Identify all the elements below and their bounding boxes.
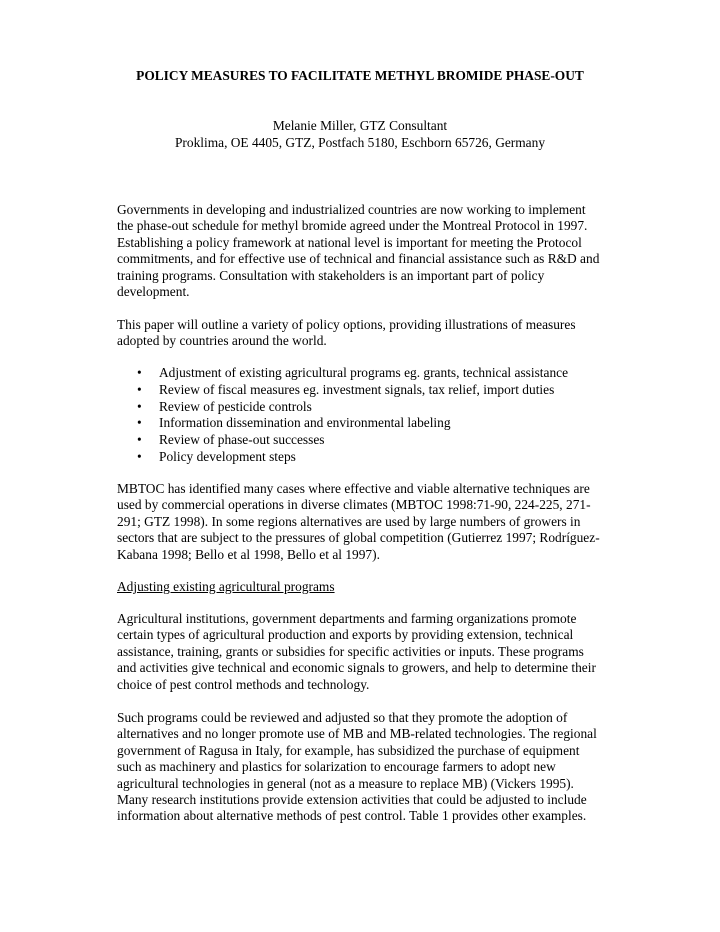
text-line: Many research institutions provide extension activities that could be adjusted to include [117,792,587,808]
text-line: certain types of agricultural production and exports by providing extension, technical [117,627,574,643]
section-heading: Adjusting existing agricultural programs [117,579,335,594]
text-line: used by commercial operations in diverse climates (MBTOC 1998:71-90, 224-225, 271- [117,497,591,513]
policy-options-list [137,365,568,466]
programs-paragraph [117,710,637,825]
text-line: commitments, and for effective use of technical and financial assistance such as R&D and [117,251,600,267]
list-item [137,382,568,399]
bullet-icon: • [137,398,142,414]
list-item [137,415,568,432]
text-line: Kabana 1998; Bello et al 1998, Bello et al 1997). [117,546,380,562]
list-item-text: Information dissemination and environmental labeling [159,415,451,431]
text-line: information about alternative methods of pest control. Table 1 provides other examples. [117,808,587,824]
list-item [137,365,568,382]
list-item-text: Policy development steps [159,448,296,464]
text-line: sectors that are subject to the pressures of global competition (Gutierrez 1997; Rodríguez- [117,530,600,546]
mbtoc-paragraph [117,481,637,563]
bullet-icon: • [137,448,142,464]
text-line: Agricultural institutions, government departments and farming organizations promote [117,611,577,626]
text-line: such as machinery and plastics for solarization to encourage farmers to adopt new [117,759,556,775]
text-line: agricultural technologies in general (not as a measure to replace MB) (Vickers 1995). [117,775,574,791]
outline-paragraph [117,317,637,350]
bullet-icon: • [137,365,142,380]
text-line: development. [117,284,190,300]
institutions-paragraph [117,611,637,693]
list-item-text: Review of pesticide controls [159,398,312,414]
list-item [137,449,568,466]
text-line: Such programs could be reviewed and adjusted so that they promote the adoption of [117,710,568,725]
bullet-icon: • [137,415,142,431]
text-line: adopted by countries around the world. [117,333,327,349]
text-line: choice of pest control methods and technology. [117,676,370,692]
text-line: and activities give technical and economic signals to growers, and help to determine their [117,660,596,676]
text-line: This paper will outline a variety of policy options, providing illustrations of measures [117,317,576,332]
text-line: assistance, training, grants or subsidies for specific activities or inputs. These programs [117,643,584,659]
text-line: alternatives and no longer promote use of MB and MB-related technologies. The regional [117,726,597,742]
list-item-text: Adjustment of existing agricultural programs eg. grants, technical assistance [159,365,569,380]
bullet-icon: • [137,381,142,397]
bullet-icon: • [137,432,142,448]
author-line: Melanie Miller, GTZ Consultant [272,118,448,133]
text-line: Governments in developing and industrialized countries are now working to implement [117,202,586,217]
text-line: training programs. Consultation with stakeholders is an important part of policy [117,267,545,283]
text-line: 291; GTZ 1998). In some regions alternatives are used by large numbers of growers in [117,513,581,529]
paper-title: POLICY MEASURES TO FACILITATE METHYL BROMIDE PHASE-OUT [136,68,584,83]
text-line: Establishing a policy framework at national level is important for meeting the Protocol [117,234,582,250]
text-line: government of Ragusa in Italy, for example, has subsidized the purchase of equipment [117,742,580,758]
list-item [137,432,568,449]
affiliation-line: Proklima, OE 4405, GTZ, Postfach 5180, Eschborn 65726, Germany [174,135,546,150]
intro-paragraph [117,202,637,300]
list-item-text: Review of fiscal measures eg. investment signals, tax relief, import duties [159,381,555,397]
text-line: the phase-out schedule for methyl bromide agreed under the Montreal Protocol in 1997. [117,218,588,234]
list-item-text: Review of phase-out successes [159,432,325,448]
text-line: MBTOC has identified many cases where effective and viable alternative techniques are [117,481,590,496]
list-item [137,399,568,416]
